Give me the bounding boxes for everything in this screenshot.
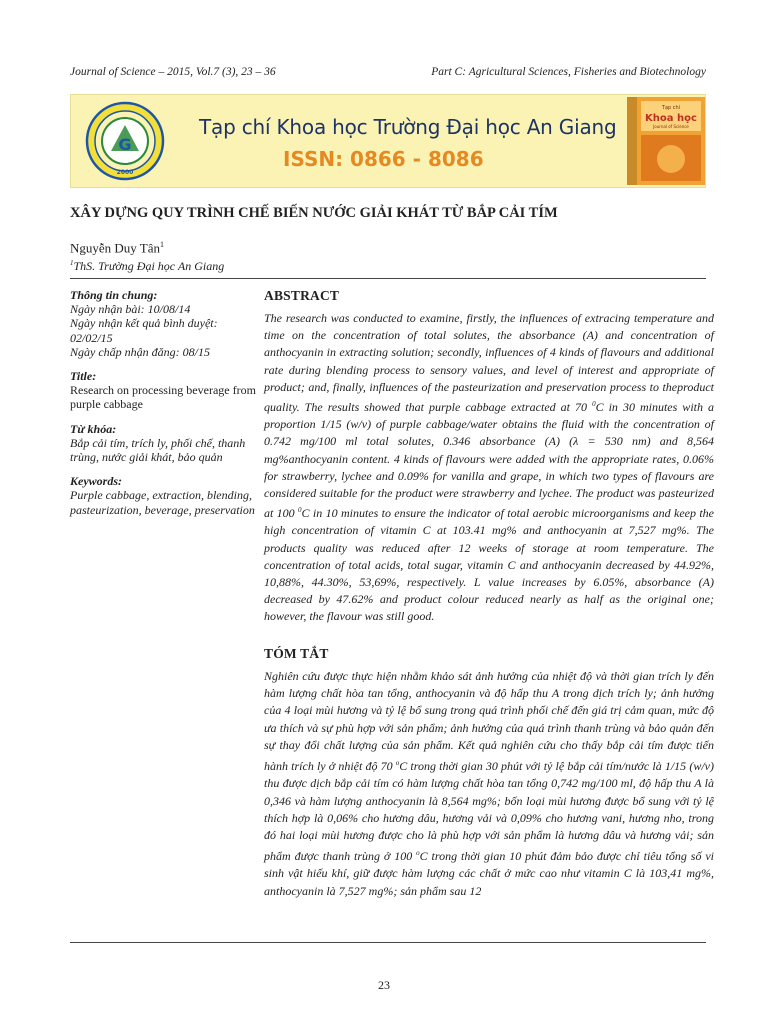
keywords-text: Purple cabbage, extraction, blending, pasteurization, beverage, preservation	[70, 488, 255, 517]
tukhoa-text: Bắp cải tím, trích ly, phối chế, thanh trùng, nước giải khát, bảo quản	[70, 435, 246, 465]
keywords-heading: Keywords:	[70, 474, 122, 489]
tomtat-body	[264, 668, 714, 900]
journal-citation: Journal of Science – 2015, Vol.7 (3), 23 – 36	[70, 66, 276, 78]
banner-issn: ISSN: 0866 - 8086	[283, 147, 484, 171]
banner-title: Tạp chí Khoa học Trường Đại học An Giang	[199, 115, 617, 139]
abstract-degree-1: 0	[592, 400, 596, 409]
tukhoa-block	[70, 422, 256, 465]
author-line	[70, 240, 164, 256]
received-date: Ngày nhận bài: 10/08/14	[70, 302, 191, 317]
cover-pretitle: Tạp chí	[661, 105, 681, 111]
journal-part: Part C: Agricultural Sciences, Fisheries and Biotechnology	[431, 66, 706, 78]
info-heading: Thông tin chung:	[70, 288, 158, 302]
journal-cover-thumbnail	[627, 97, 705, 185]
author-sup: 1	[160, 240, 165, 249]
article-title: XÂY DỰNG QUY TRÌNH CHẾ BIẾN NƯỚC GIẢI KHÁT TỪ BẮP CẢI TÍM	[70, 205, 558, 221]
running-head	[70, 66, 706, 78]
abstract-heading: ABSTRACT	[264, 288, 340, 303]
english-title: Research on processing beverage from purple cabbage	[70, 383, 256, 412]
info-block	[70, 288, 256, 359]
tomtat-text-2: C trong thời gian 30 phút với tỷ lệ bắp cải tím/nước là 1/15 (w/v) thu được dịch bắp cải tím có hàm lượng chất hòa tan tổng 0,742 mg/100 ml, độ hấp thu A là 0,346 và hàm lượng anthocyanin là 8,564 mg%; bốn loại mùi hương được bổ sung với tỷ lệ thích hợp là 0,06% cho hương dâu, hương vải và 0,09% cho hương vani, hương nho, trong đó hai loại mùi hương được cho là phù hợp với sản phẩm là hương dâu và hương vải; sản phẩm được thanh trùng ở 100	[264, 758, 714, 863]
article-info-sidebar	[70, 288, 256, 527]
tukhoa-heading: Từ khóa:	[70, 421, 117, 436]
abstract-text-1: The research was conducted to examine, firstly, the influences of extracing temperature and time on the concentration of total solutes, the absorbance (A) and concentration of anthocyanin in extracting solution; secondly, influences of 4 kinds of flavours and additional rate during blending process to sensory values, and level of interest and appropriate of product; and, finally, influences of the pasteurization and preservation process to theproduct quality. The results showed that purple cabbage extracted at 70	[264, 311, 714, 415]
tomtat-degree-1: o	[395, 758, 400, 767]
affiliation-line	[70, 259, 224, 274]
university-seal-icon	[85, 101, 165, 181]
reviewed-label: Ngày nhận kết quả bình duyệt:	[70, 316, 218, 331]
affiliation-sup: 1	[70, 259, 74, 267]
cover-subtitle: Journal of Science	[653, 124, 689, 129]
seal-letter: G	[118, 135, 132, 154]
footer-divider	[70, 942, 706, 943]
main-column	[264, 288, 714, 900]
keywords-block	[70, 474, 256, 517]
reviewed-date: 02/02/15	[70, 330, 113, 345]
title-heading: Title:	[70, 369, 97, 384]
affiliation-text: ThS. Trường Đại học An Giang	[73, 259, 225, 273]
abstract-text-3: C in 10 minutes to ensure the indicator of total aerobic microorganisms and keep the high concentration of vitamin C at 103.41 mg% and anthocyanin at 7,527 mg%. The products quality was reduced after 12 weeks of storage at room temperature. The concentration of total acids, total sugar, vitamin C and anthocyanin decreased by 44.92%, 10,88%, 44.30%, 53,69%, respectively. L value increases by 6.05%, absorbance (A) decreased by 47.62% and product colour reduced nearly as half as the original one; however, the flavour was still good.	[264, 506, 714, 624]
seal-year: 2000	[116, 169, 134, 176]
tomtat-degree-2: o	[416, 848, 420, 857]
header-divider	[70, 278, 706, 279]
tomtat-text-1: Nghiên cứu được thực hiện nhằm khảo sát ảnh hưởng của nhiệt độ và thời gian trích ly đến hàm lượng chất hòa tan tổng, anthocyanin và độ hấp thu A trong dịch trích ly; ảnh hưởng của 4 loại mùi hương và tỷ lệ bổ sung trong quá trình phối chế đến giá trị cảm quan, mức độ ưa thích và sự phù hợp với sản phẩm; ảnh hưởng của quá trình thanh trùng và bảo quản đến sự thay đổi chất lượng của sản phẩm. Kết quả nghiên cứu cho thấy bắp cải tím được tiến hành trích ly ở nhiệt độ 70	[264, 668, 714, 773]
abstract-degree-2: 0	[298, 506, 302, 515]
tomtat-heading: TÓM TẮT	[264, 645, 329, 661]
accepted-date: Ngày chấp nhận đăng: 08/15	[70, 344, 210, 359]
cover-title: Khoa học	[645, 113, 697, 124]
abstract-body	[264, 310, 714, 626]
journal-banner	[70, 94, 706, 188]
title-block	[70, 369, 256, 412]
abstract-text-2: C in 30 minutes with a proportion 1/15 (w/v) of purple cabbage/water obtains the fluid with the concentration of 0.742 mg/100 ml total solutes, 0.346 absorbance (A) (λ = 530 nm) and 8,564 mg%anthocyanin content. 4 kinds of flavours were added with the appropriate rates, 0.06% for strawberry, lychee and 0.09% for vanilla and grape, in which two types of flavours are considered suitable for the product were strawberry and lychee. The product was pasteurized at 100	[264, 400, 715, 521]
page-number: 23	[378, 978, 390, 992]
tomtat-text-3: C trong thời gian 10 phút đảm bảo được chỉ tiêu tổng số vi sinh vật hiếu khí, giữ được hàm lượng các chất ở mức cao như vitamin C là 103,41 mg%, anthocyanin là 7,527 mg%; sản phẩm sau 12	[264, 848, 715, 898]
author-name: Nguyễn Duy Tân	[70, 240, 161, 256]
